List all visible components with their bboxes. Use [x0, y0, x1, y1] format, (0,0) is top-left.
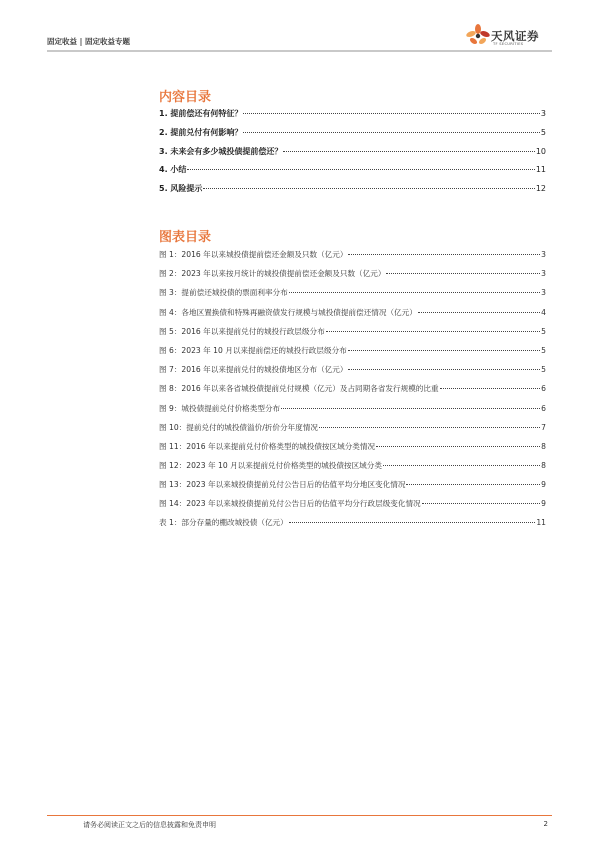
dot-leader — [348, 254, 540, 255]
toc-entry-title[interactable]: 图 6：2023 年 10 月以来提前偿还的城投行政层级分布 — [159, 345, 347, 355]
header-divider — [47, 50, 552, 52]
toc-page-number: 5 — [541, 345, 546, 355]
figure-entry[interactable] — [159, 403, 546, 422]
dot-leader — [289, 292, 540, 293]
toc-entry-title[interactable]: 图 9：城投债提前兑付价格类型分布 — [159, 403, 281, 413]
dot-leader — [348, 369, 540, 370]
contents-entry[interactable] — [159, 146, 546, 165]
dot-leader — [326, 331, 540, 332]
dot-leader — [319, 427, 540, 428]
contents-list — [159, 108, 546, 202]
toc-page-number: 4 — [541, 307, 546, 317]
dot-leader — [187, 169, 534, 170]
toc-entry-title[interactable]: 图 10：提前兑付的城投债溢价/折价分年度情况 — [159, 422, 318, 432]
toc-page-number: 5 — [541, 326, 546, 336]
toc-entry-title[interactable]: 图 2：2023 年以来按月统计的城投债提前偿还金额及只数（亿元） — [159, 269, 386, 279]
table-entry[interactable] — [159, 517, 546, 528]
toc-entry-title[interactable]: 图 4：各地区置换债和特殊再融资债发行规模与城投债提前偿还情况（亿元） — [159, 307, 417, 317]
dot-leader — [376, 446, 540, 447]
footer-disclaimer: 请务必阅读正文之后的信息披露和免责申明 — [83, 821, 216, 829]
toc-entry-title[interactable]: 图 1：2016 年以来城投债提前偿还金额及只数（亿元） — [159, 250, 348, 259]
figure-entry[interactable] — [159, 326, 546, 345]
figures-title: 图表目录 — [159, 230, 212, 245]
toc-page-number: 3 — [541, 250, 546, 259]
toc-page-number: 3 — [540, 109, 546, 118]
dot-leader — [243, 113, 540, 114]
figure-entry[interactable] — [159, 460, 546, 479]
toc-page-number: 11 — [536, 518, 546, 527]
toc-page-number: 6 — [541, 384, 546, 394]
toc-entry-title[interactable]: 2. 提前兑付有何影响？ — [159, 127, 243, 137]
toc-page-number: 9 — [541, 480, 546, 490]
contents-entry[interactable] — [159, 164, 546, 183]
figure-entry[interactable] — [159, 498, 546, 517]
toc-entry-title[interactable]: 表 1：部分存量的棚改城投债（亿元） — [159, 518, 288, 527]
toc-page-number: 10 — [535, 146, 546, 156]
toc-page-number: 12 — [535, 184, 546, 194]
dot-leader — [406, 484, 540, 485]
figure-entry[interactable] — [159, 307, 546, 326]
toc-entry-title[interactable]: 图 12：2023 年 10 月以来提前兑付价格类型的城投债按区域分类 — [159, 461, 382, 471]
figure-entry[interactable] — [159, 268, 546, 287]
figure-entry[interactable] — [159, 422, 546, 441]
dot-leader — [418, 312, 540, 313]
dot-leader — [383, 465, 540, 466]
toc-entry-title[interactable]: 图 11：2016 年以来提前兑付价格类型的城投债按区域分类情况 — [159, 441, 376, 451]
toc-entry-title[interactable]: 1. 提前偿还有何特征？ — [159, 109, 243, 118]
toc-entry-title[interactable]: 图 13：2023 年以来城投债提前兑付公告日后的估值平均分地区变化情况 — [159, 480, 406, 490]
toc-page-number: 8 — [541, 461, 546, 471]
table-list — [159, 517, 546, 528]
figure-entry[interactable] — [159, 479, 546, 498]
contents-title: 内容目录 — [159, 90, 212, 105]
toc-page-number: 6 — [541, 403, 546, 413]
toc-entry-title[interactable]: 4. 小结 — [159, 165, 187, 175]
logo-name-cn: 天风证券 — [491, 29, 539, 43]
contents-entry[interactable] — [159, 108, 546, 127]
toc-entry-title[interactable]: 图 7：2016 年以来提前兑付的城投债地区分布（亿元） — [159, 365, 348, 375]
dot-leader — [203, 188, 534, 189]
figure-entry[interactable] — [159, 345, 546, 364]
toc-entry-title[interactable]: 5. 风险提示 — [159, 184, 203, 194]
dot-leader — [440, 388, 541, 389]
toc-entry-title[interactable]: 图 5：2016 年以来提前兑付的城投行政层级分布 — [159, 326, 325, 336]
toc-page-number: 3 — [541, 288, 546, 298]
figure-entry[interactable] — [159, 364, 546, 383]
figure-entry[interactable] — [159, 287, 546, 306]
toc-entry-title[interactable]: 图 3：提前偿还城投债的票面利率分布 — [159, 288, 288, 298]
figure-list — [159, 249, 546, 518]
contents-entry[interactable] — [159, 183, 546, 202]
flower-logo-icon — [465, 23, 491, 49]
toc-entry-title[interactable]: 图 14：2023 年以来城投债提前兑付公告日后的估值平均分行政层级变化情况 — [159, 499, 421, 509]
logo-name-en: TF SECURITIES — [493, 42, 524, 46]
toc-entry-title[interactable]: 图 8：2016 年以来各省城投债提前兑付规模（亿元）及占同期各省发行规模的比重 — [159, 384, 439, 394]
dot-leader — [283, 151, 534, 152]
header-breadcrumb: 固定收益 | 固定收益专题 — [47, 37, 130, 46]
dot-leader — [243, 132, 540, 133]
dot-leader — [289, 522, 536, 523]
page-number: 2 — [543, 820, 548, 828]
figure-entry[interactable] — [159, 441, 546, 460]
dot-leader — [386, 273, 540, 274]
toc-page-number: 8 — [541, 441, 546, 451]
toc-entry-title[interactable]: 3. 未来会有多少城投债提前偿还？ — [159, 146, 283, 156]
figure-entry[interactable] — [159, 249, 546, 268]
contents-entry[interactable] — [159, 127, 546, 146]
toc-page-number: 5 — [540, 127, 546, 137]
toc-page-number: 7 — [541, 422, 546, 432]
toc-page-number: 11 — [535, 165, 546, 175]
toc-page-number: 3 — [541, 269, 546, 279]
dot-leader — [348, 350, 540, 351]
toc-page-number: 5 — [541, 365, 546, 375]
company-logo — [465, 23, 555, 49]
dot-leader — [281, 408, 540, 409]
figure-entry[interactable] — [159, 383, 546, 402]
toc-page-number: 9 — [541, 499, 546, 509]
dot-leader — [422, 503, 541, 504]
footer-divider — [47, 815, 552, 816]
